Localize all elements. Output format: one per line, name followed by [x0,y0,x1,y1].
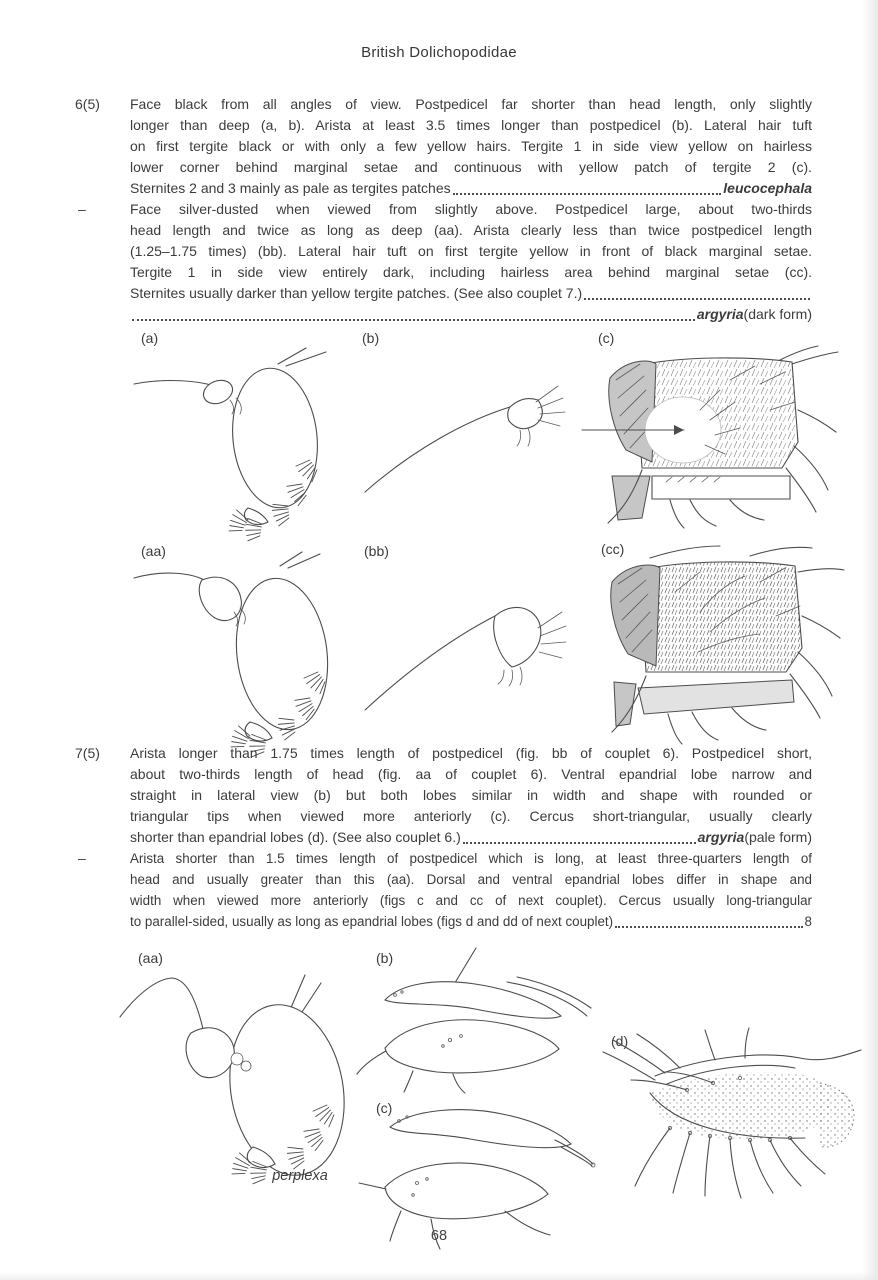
tail-text: Sternites usually darker than yellow tergite patches. (See also couplet 7.) [130,285,583,301]
figure-label-b: (b) [362,330,380,346]
text-line [130,827,812,848]
text-line: triangular tips when viewed more anteriorly (c). Cercus short-triangular, usually clearly [130,808,812,824]
figure-label-a: (a) [141,330,159,346]
antenna-drawing-bb [360,552,570,747]
species-caption: perplexa [272,1168,328,1184]
couplet-number: 7(5) [75,745,100,761]
dotted-leader [584,283,810,300]
fly-head-drawing-aa [130,552,360,747]
text-line: straight in lateral view (b) but both lobes similar in width and shape with rounded or [130,787,812,803]
text-line: longer than deep (a, b). Arista at least 3.5 times longer than postpedicel (b). Lateral hair tuft [130,117,812,133]
form-note: (pale form) [744,829,812,845]
fly-head-drawing-a [130,348,360,530]
text-line: Face silver-dusted when viewed from slightly above. Postpedicel large, about two-thirds [130,201,812,217]
text-line: width when viewed more anteriorly (figs c and cc of next couplet). Cercus usually long-triangular [130,893,812,908]
tergite-drawing-cc [580,552,845,752]
figure-label-d-bottom: (d) [611,1033,629,1049]
figure-label-b-bottom: (b) [376,950,394,966]
dash-marker: – [78,850,86,866]
figure-label-aa-bottom: (aa) [138,950,163,966]
text-line: lower corner behind marginal setae and continuous with yellow patch of tergite 2 (c). [130,159,812,175]
figure-label-c: (c) [598,330,615,346]
tergite-drawing-c [580,350,840,525]
figure-label-cc: (cc) [601,541,625,557]
next-couplet-number: 8 [804,914,812,929]
couplet-6-alternative [130,199,812,325]
couplet-number: 6(5) [75,96,100,112]
text-line: on first tergite black or with only a few yellow hairs. Tergite 1 in side view yellow on hairless [130,138,812,154]
dotted-leader [453,178,722,195]
epandrial-lobes-drawing-b [355,948,595,1093]
figure-label-c-bottom: (c) [376,1100,393,1116]
text-line: Face black from all angles of view. Postpedicel far shorter than head length, only slightly [130,96,812,112]
species-name: leucocephala [723,180,812,196]
text-line [130,911,812,932]
dotted-leader [132,304,695,321]
dotted-leader [463,827,696,844]
text-line: Arista shorter than 1.5 times length of postpedicel which is long, at least three-quarters length of [130,851,812,866]
page-number: 68 [430,1228,448,1244]
tail-text: shorter than epandrial lobes (d). (See also couplet 6.) [130,829,461,845]
text-line: head and usually greater than this (aa). Dorsal and ventral epandrial lobes differ in shape and [130,872,812,887]
antenna-drawing-b [360,350,570,530]
text-line: Arista longer than 1.75 times length of postpedicel (fig. bb of couplet 6). Postpedicel short, [130,745,812,761]
page-header: British Dolichopodidae [361,44,517,61]
tail-text: to parallel-sided, usually as long as epandrial lobes (figs d and dd of next couplet) [130,914,614,929]
species-name: argyria [696,306,744,322]
figure-label-bb: (bb) [364,543,389,559]
text-line [130,304,812,325]
couplet-6 [75,94,812,325]
text-line: head length and twice as long as deep (aa). Arista clearly less than twice postpedicel length [130,222,812,238]
couplet-7-alternative [130,848,812,932]
text-line: about two-thirds length of head (fig. aa of couplet 6). Ventral epandrial lobe narrow and [130,766,812,782]
text-line [130,178,812,199]
couplet-7 [75,743,812,932]
text-line: (1.25–1.75 times) (bb). Lateral hair tuft on first tergite yellow in front of black marginal setae. [130,243,812,259]
dash-marker: – [78,201,86,217]
tail-text: Sternites 2 and 3 mainly as pale as tergites patches [130,180,451,196]
form-note: (dark form) [743,306,812,322]
text-line [130,283,812,304]
couplet-6-lead [130,94,812,199]
figure-label-aa: (aa) [141,543,166,559]
species-name: argyria [697,829,745,845]
text-line: Tergite 1 in side view entirely dark, including hairless area behind marginal setae (cc). [130,264,812,280]
dotted-leader [615,911,802,928]
cercus-drawing-d [595,1028,870,1208]
fly-head-drawing-perplexa [115,955,380,1170]
couplet-7-lead [130,743,812,848]
